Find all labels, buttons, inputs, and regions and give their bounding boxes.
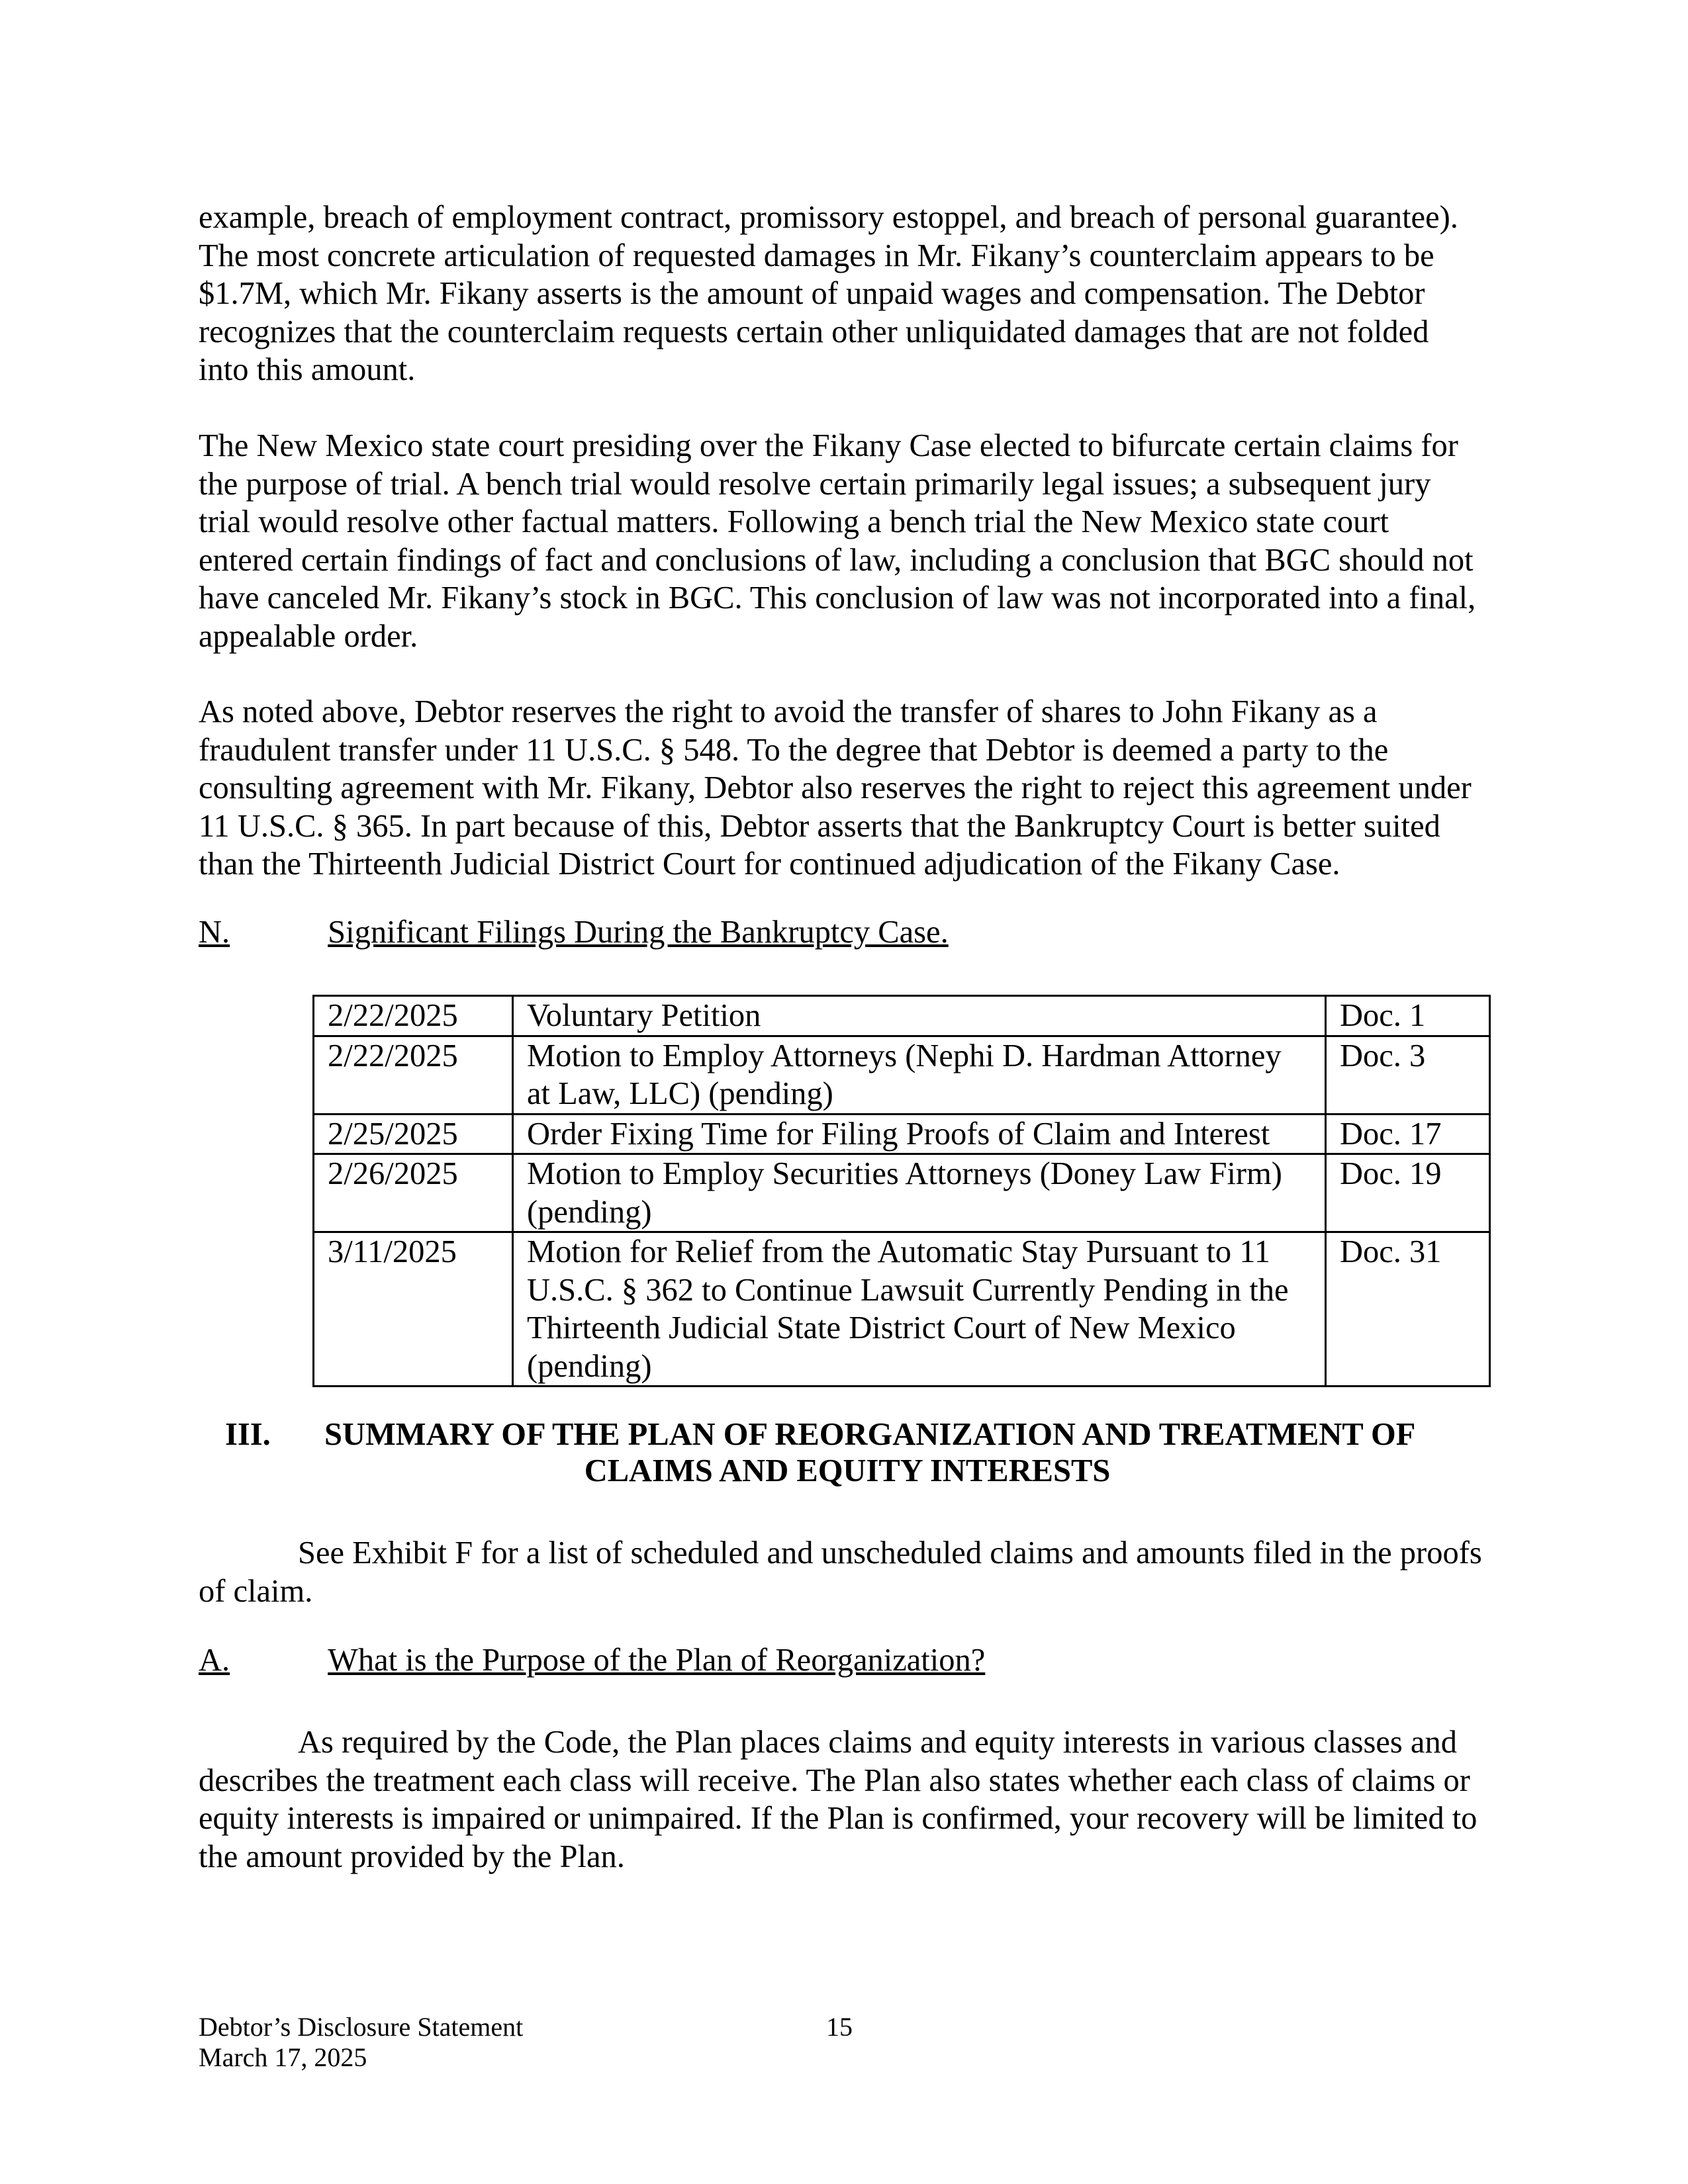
- filings-table: [312, 995, 1491, 1387]
- footer-doc-title: Debtor’s Disclosure Statement: [199, 2012, 524, 2042]
- section-iii-title-line2: CLAIMS AND EQUITY INTERESTS: [584, 1453, 1111, 1488]
- section-a-title: What is the Purpose of the Plan of Reorganization?: [328, 1643, 986, 1678]
- paragraph-reservation-of-rights: As noted above, Debtor reserves the right to avoid the transfer of shares to John Fikany as a fraudulent transfer under 11 U.S.C. § 548. To the degree that Debtor is deemed a party to the consulting agreement with Mr. Fikany, Debtor also reserves the right to reject this agreement under 11 U.S.C. § 365. In part because of this, Debtor asserts that the Bankruptcy Court is better suited than the Thirteenth Judicial District Court for continued adjudication of the Fikany Case.: [199, 694, 1472, 882]
- filing-doc-number: Doc. 1: [1326, 996, 1490, 1036]
- section-n-heading: [199, 913, 949, 952]
- section-iii-title-line1: SUMMARY OF THE PLAN OF REORGANIZATION AND TREATMENT OF: [324, 1417, 1416, 1452]
- filing-description: Voluntary Petition: [513, 996, 1326, 1036]
- section-a-letter: A.: [199, 1643, 230, 1678]
- footer-date: March 17, 2025: [199, 2042, 367, 2072]
- filing-doc-number: Doc. 19: [1326, 1154, 1490, 1232]
- filing-date: 2/22/2025: [314, 1036, 513, 1114]
- section-a-heading: [199, 1641, 985, 1680]
- filing-date: 2/25/2025: [314, 1114, 513, 1154]
- filing-date: 2/26/2025: [314, 1154, 513, 1232]
- filing-description: Motion to Employ Securities Attorneys (Doney Law Firm) (pending): [513, 1154, 1326, 1232]
- page-number: 15: [826, 2012, 853, 2042]
- filing-doc-number: Doc. 17: [1326, 1114, 1490, 1154]
- section-iii-number: III.: [225, 1417, 271, 1452]
- paragraph-exhibit-f: See Exhibit F for a list of scheduled and unscheduled claims and amounts filed in the proofs of claim.: [199, 1535, 1482, 1609]
- section-n-letter: N.: [199, 915, 230, 950]
- table-row: [314, 996, 1490, 1036]
- footer: [199, 2012, 523, 2073]
- paragraph-plan-purpose: As required by the Code, the Plan places claims and equity interests in various classes and describes the treatment each class will receive. The Plan also states whether each class of claims or equity interests is impaired or unimpaired. If the Plan is confirmed, your recovery will be limited to the amount provided by the Plan.: [199, 1725, 1477, 1874]
- table-row: [314, 1114, 1490, 1154]
- filing-description: Motion for Relief from the Automatic Stay Pursuant to 11 U.S.C. § 362 to Continue Lawsuit Currently Pending in the Thirteenth Judicial State District Court of New Mexico (pending): [513, 1232, 1326, 1387]
- paragraph-counterclaim-damages: example, breach of employment contract, promissory estoppel, and breach of personal guarantee). The most concrete articulation of requested damages in Mr. Fikany’s counterclaim appears to be $1.7M, which Mr. Fikany asserts is the amount of unpaid wages and compensation. The Debtor recognizes that the counterclaim requests certain other unliquidated damages that are not folded into this amount.: [199, 200, 1458, 387]
- filing-date: 2/22/2025: [314, 996, 513, 1036]
- filing-description: Order Fixing Time for Filing Proofs of Claim and Interest: [513, 1114, 1326, 1154]
- filing-doc-number: Doc. 31: [1326, 1232, 1490, 1387]
- table-row: [314, 1036, 1490, 1114]
- filing-description: Motion to Employ Attorneys (Nephi D. Hardman Attorney at Law, LLC) (pending): [513, 1036, 1326, 1114]
- section-n-title: Significant Filings During the Bankruptcy Case.: [328, 915, 949, 950]
- paragraph-bifurcation: The New Mexico state court presiding over the Fikany Case elected to bifurcate certain claims for the purpose of trial. A bench trial would resolve certain primarily legal issues; a subsequent jury trial would resolve other factual matters. Following a bench trial the New Mexico state court entered certain findings of fact and conclusions of law, including a conclusion that BGC should not have canceled Mr. Fikany’s stock in BGC. This conclusion of law was not incorporated into a final, appealable order.: [199, 428, 1476, 654]
- filing-doc-number: Doc. 3: [1326, 1036, 1490, 1114]
- filing-date: 3/11/2025: [314, 1232, 513, 1387]
- table-row: [314, 1232, 1490, 1387]
- table-row: [314, 1154, 1490, 1232]
